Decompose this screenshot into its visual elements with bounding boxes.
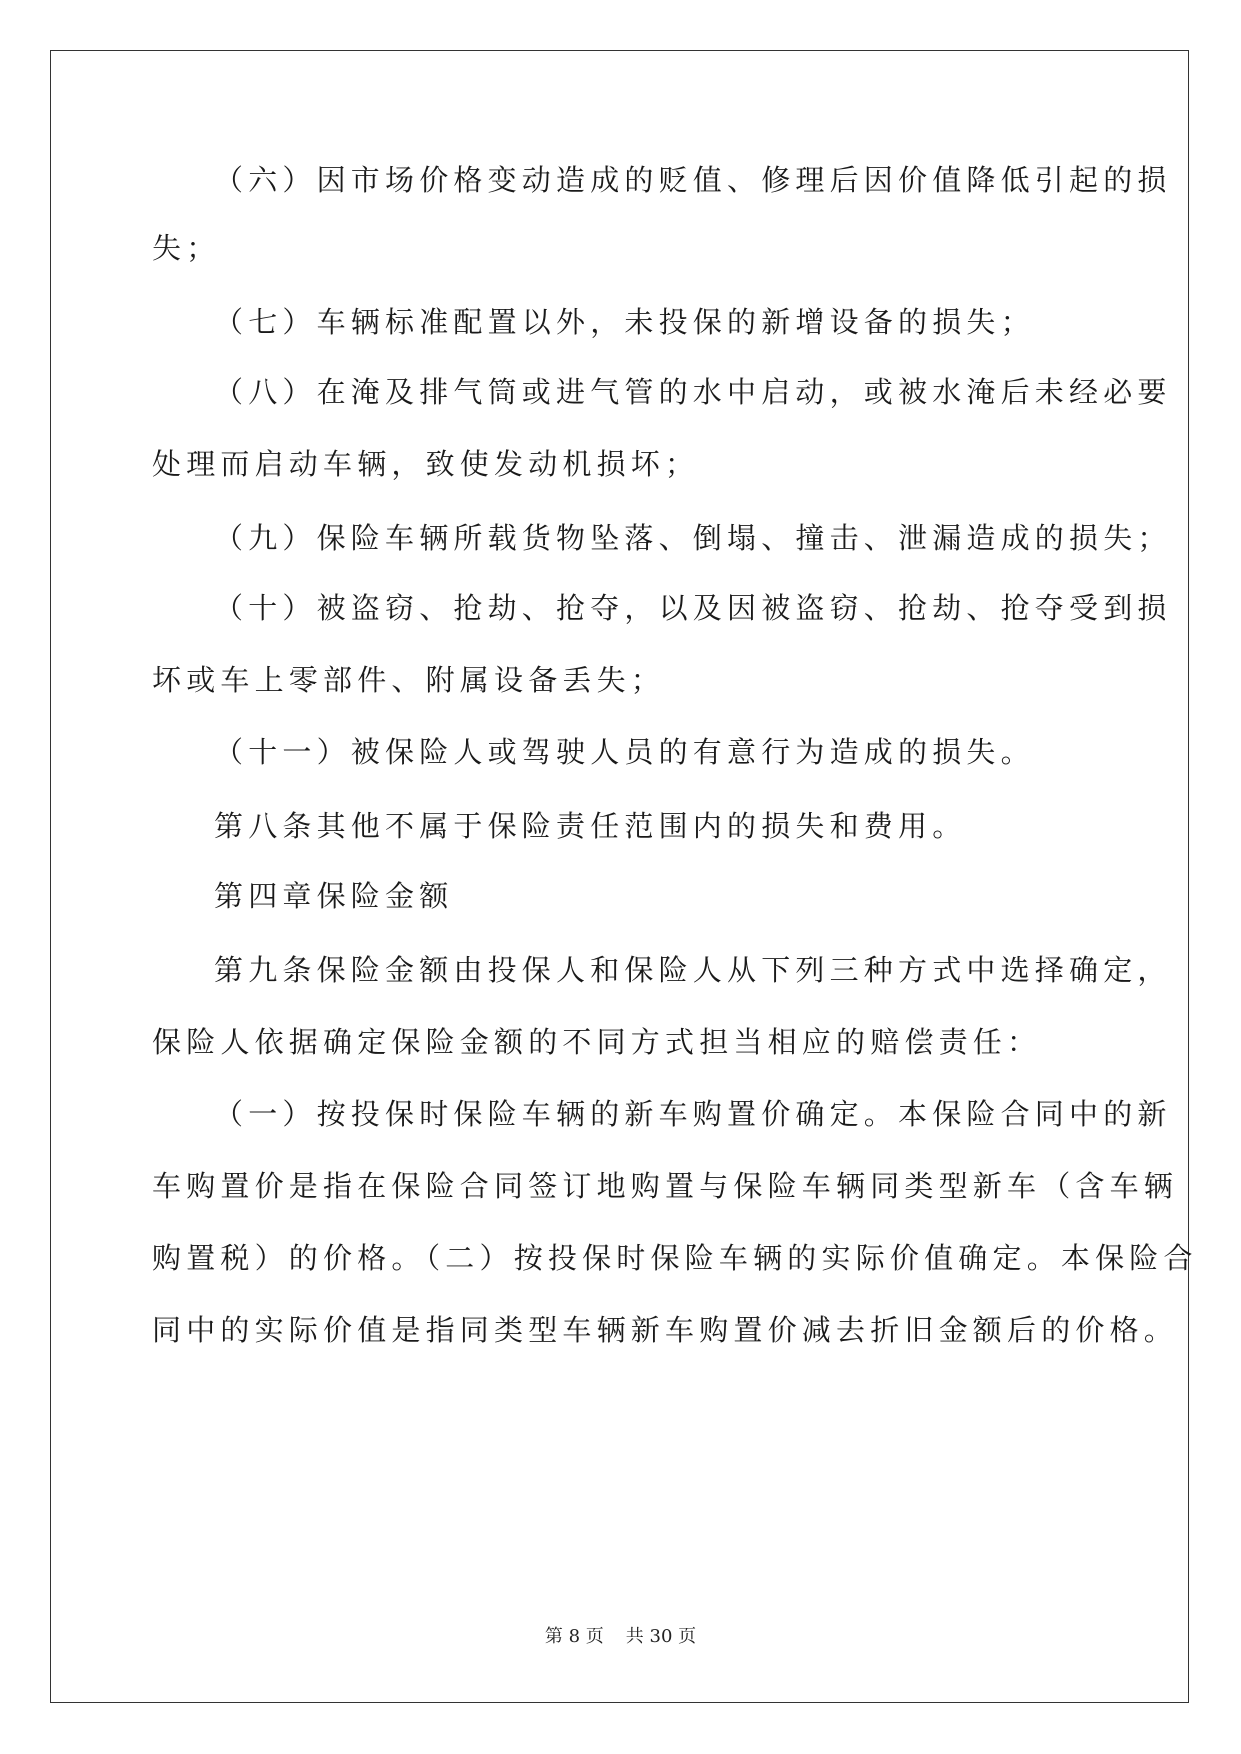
page-footer [0,1622,1241,1648]
text-line: （十一）被保险人或驾驶人员的有意行为造成的损失。 [214,735,1035,769]
text-line: 同中的实际价值是指同类型车辆新车购置价减去折旧金额后的价格。 [152,1313,1179,1347]
page-total: 共 30 页 [625,1626,697,1647]
text-line: 车购置价是指在保险合同签订地购置与保险车辆同类型新车（含车辆 [152,1169,1179,1203]
text-line: （一）按投保时保险车辆的新车购置价确定。本保险合同中的新 [214,1097,1172,1131]
text-line: 失； [152,231,221,265]
chapter-heading: 第四章保险金额 [214,879,454,913]
page-number: 第 8 页 [544,1626,604,1647]
text-line: 第八条其他不属于保险责任范围内的损失和费用。 [214,809,967,843]
text-line: （七）车辆标准配置以外，未投保的新增设备的损失； [214,305,1035,339]
text-line: （八）在淹及排气筒或进气管的水中启动，或被水淹后未经必要 [214,375,1172,409]
text-line: （十）被盗窃、抢劫、抢夺，以及因被盗窃、抢劫、抢夺受到损 [214,591,1172,625]
text-line: 坏或车上零部件、附属设备丢失； [152,663,666,697]
text-line: 处理而启动车辆，致使发动机损坏； [152,447,700,481]
text-line: 保险人依据确定保险金额的不同方式担当相应的赔偿责任： [152,1025,1042,1059]
text-line: 第九条保险金额由投保人和保险人从下列三种方式中选择确定， [214,953,1172,987]
text-line: （九）保险车辆所载货物坠落、倒塌、撞击、泄漏造成的损失； [214,521,1172,555]
text-line: 购置税）的价格。（二）按投保时保险车辆的实际价值确定。本保险合 [152,1241,1198,1275]
text-line: （六）因市场价格变动造成的贬值、修理后因价值降低引起的损 [214,163,1172,197]
